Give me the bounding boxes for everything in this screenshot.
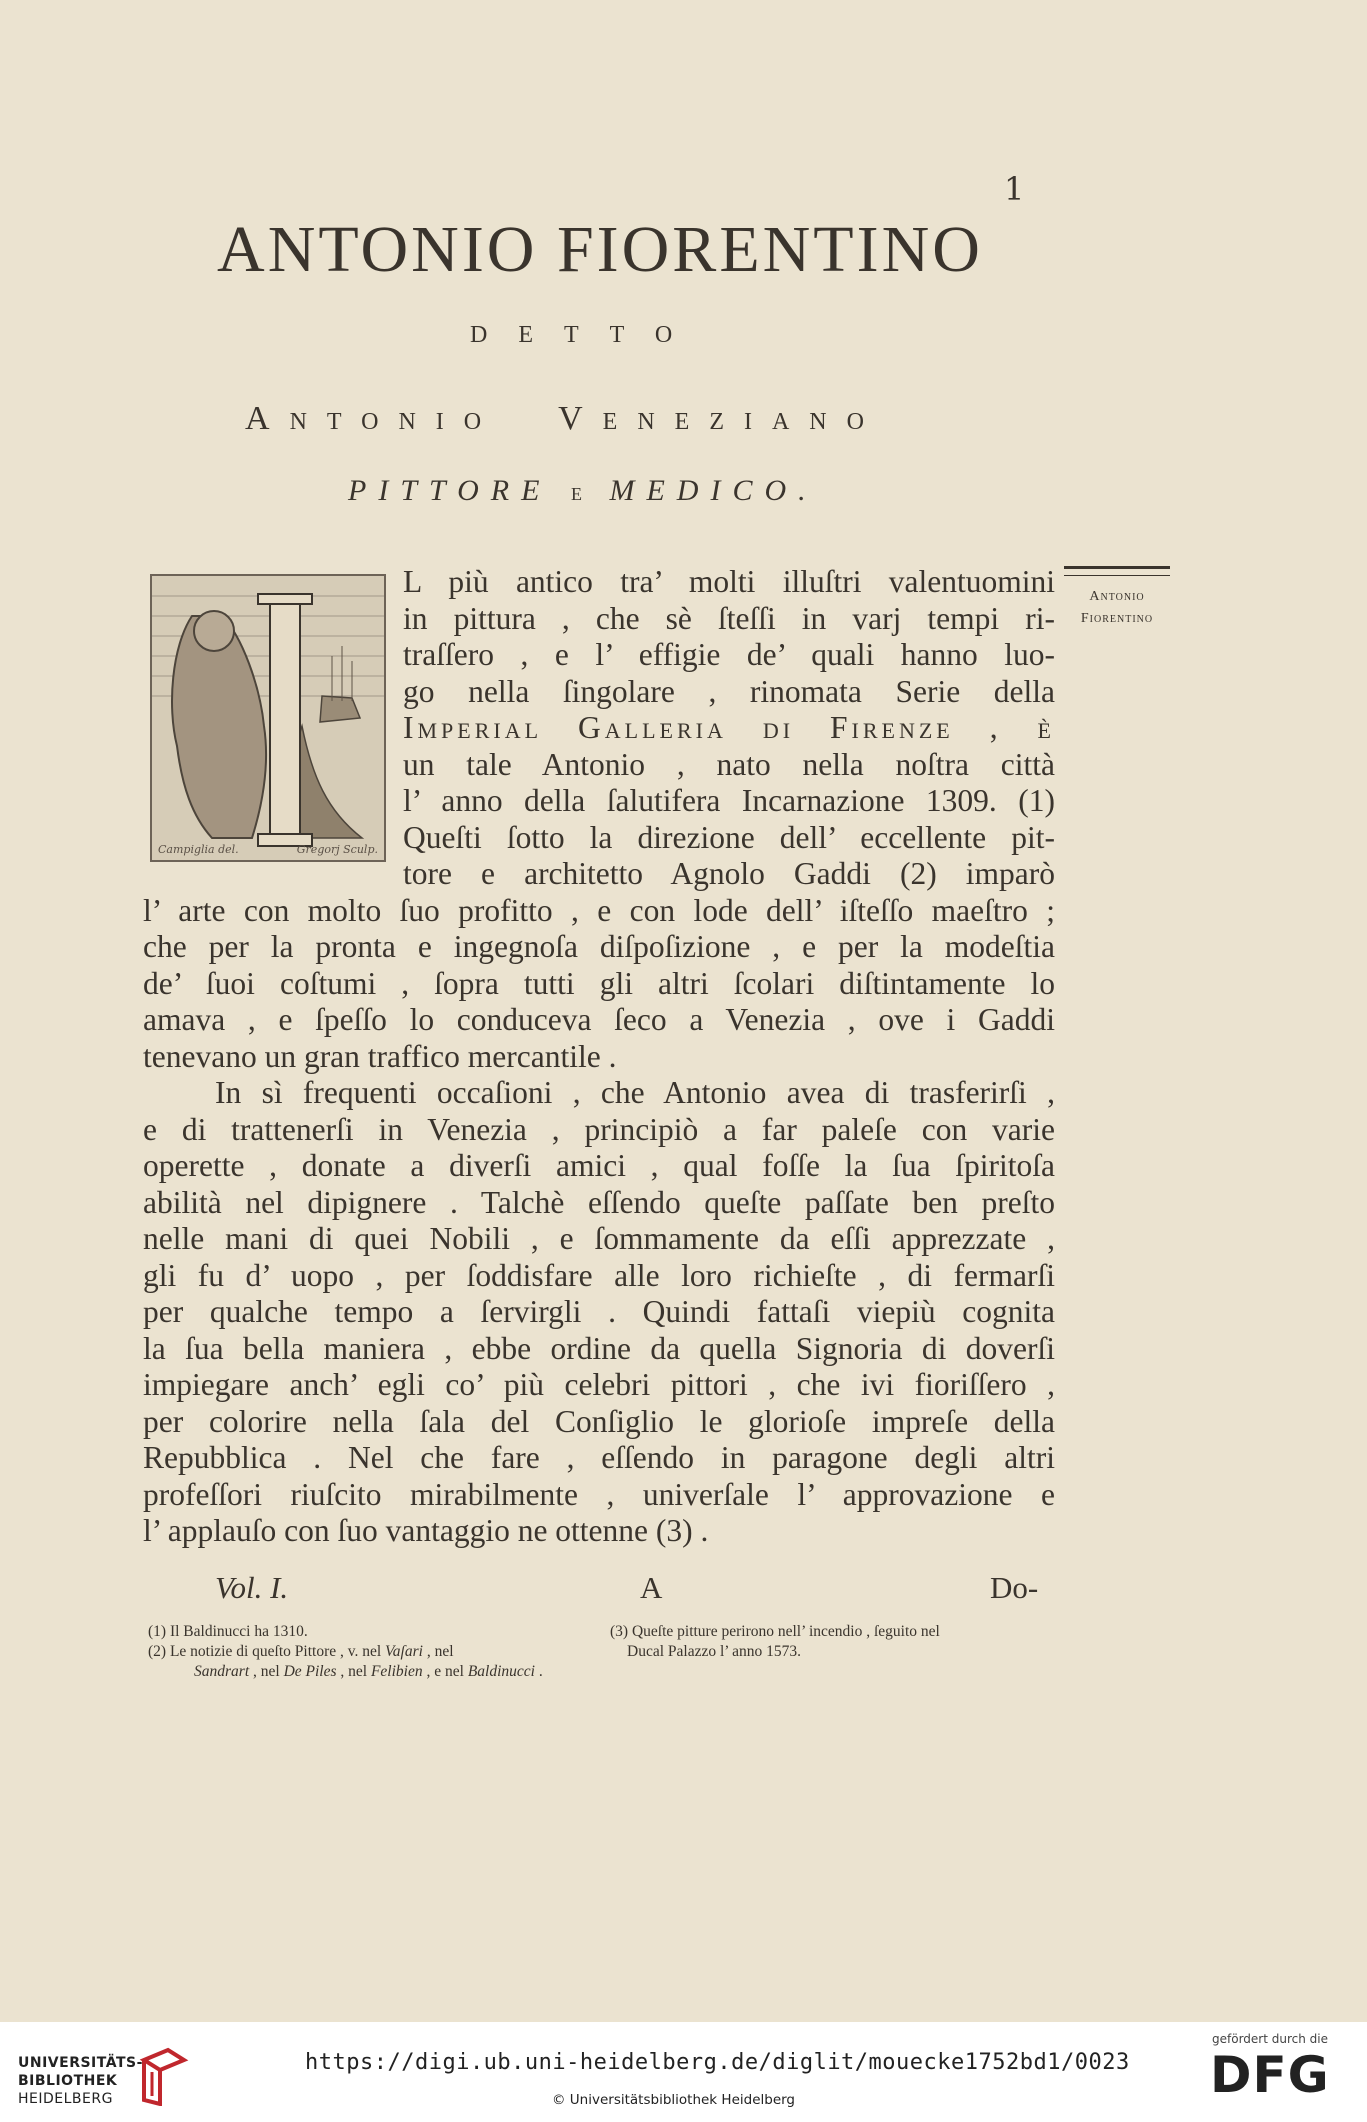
page-number: 1 bbox=[1004, 170, 1025, 208]
text-line: in pittura , che sè ſteſſi in varj tempi ri- bbox=[403, 600, 1055, 636]
text-line: la ſua bella maniera , ebbe ordine da quella Signoria di doverſi bbox=[143, 1330, 1055, 1366]
footer-bar bbox=[0, 2022, 1367, 2122]
signature-mark: A bbox=[640, 1570, 663, 1605]
text-line: go nella ſingolare , rinomata Serie della bbox=[403, 673, 1055, 709]
margin-note-line-1: Antonio bbox=[1089, 589, 1145, 604]
initial-caption-left: Campiglia del. bbox=[158, 843, 239, 856]
text-line: gli fu d’ uopo , per ſoddisfare alle loro richieſte , di fermarſi bbox=[143, 1257, 1055, 1293]
text-line: l’ arte con molto ſuo profitto , e con lode dell’ iſteſſo maeſtro ; bbox=[143, 892, 1055, 928]
subtitle-antonio-veneziano bbox=[245, 400, 884, 438]
margin-note-line-2: Fiorentino bbox=[1080, 611, 1154, 626]
pittore-heading bbox=[348, 474, 818, 508]
library-line-2: BIBLIOTHEK bbox=[18, 2073, 118, 2089]
text-line: Imperial Galleria di Firenze , è bbox=[403, 710, 1055, 745]
text-line: amava , e ſpeſſo lo conduceva ſeco a Venezia , ove i Gaddi bbox=[143, 1002, 1055, 1037]
library-logo-icon bbox=[138, 2046, 190, 2106]
page-url-link[interactable]: https://digi.ub.uni-heidelberg.de/diglit/mouecke1752bd1/0023 bbox=[305, 2050, 1130, 2075]
footnotes-right bbox=[610, 1622, 1060, 1662]
signature-volume: Vol. I. bbox=[215, 1570, 289, 1605]
text-line: In sì frequenti occaſioni , che Antonio avea di trasferirſi , bbox=[215, 1075, 1055, 1110]
library-line-1: UNIVERSITÄTS- bbox=[18, 2055, 143, 2071]
main-text bbox=[143, 564, 1055, 1550]
margin-note-rule bbox=[1064, 566, 1170, 576]
catchword: Do- bbox=[990, 1570, 1039, 1605]
text-line: Repubblica . Nel che fare , eſſendo in paragone degli altri bbox=[143, 1440, 1055, 1475]
subtitle-a-cap: A bbox=[245, 400, 290, 437]
pittore-word: PITTORE bbox=[348, 474, 552, 507]
funded-by-label: gefördert durch die bbox=[1212, 2032, 1328, 2046]
text-line: l’ applauſo con ſuo vantaggio ne ottenne (3) . bbox=[143, 1513, 709, 1548]
subtitle-v-rest: ENEZIANO bbox=[602, 409, 884, 435]
footnote-1: (1) Il Baldinucci ha 1310. bbox=[148, 1623, 308, 1640]
text-line: l’ anno della ſalutifera Incarnazione 1309. (1) bbox=[403, 783, 1055, 818]
text-line: nelle mani di quei Nobili , e ſommamente da eſſi apprezzate , bbox=[143, 1221, 1055, 1256]
text-line: e di trattenerſi in Venezia , principiò a far paleſe con varie bbox=[143, 1111, 1055, 1147]
pittore-e: E bbox=[570, 484, 590, 504]
footnote-3: (3) Queſte pitture perirono nell’ incendio , ſeguito nel bbox=[610, 1623, 940, 1640]
text-line: tenevano un gran traffico mercantile . bbox=[143, 1038, 617, 1074]
text-line: operette , donate a diverſi amici , qual foſſe la ſua ſpiritoſa bbox=[143, 1148, 1055, 1183]
library-name bbox=[18, 2054, 143, 2108]
footnotes-left bbox=[148, 1622, 598, 1682]
medico-word: MEDICO. bbox=[609, 474, 818, 507]
margin-note bbox=[1062, 566, 1172, 630]
text-line: per colorire nella ſala del Conſiglio le glorioſe impreſe della bbox=[143, 1403, 1055, 1439]
text-line: L più antico tra’ molti illuſtri valentuomini bbox=[403, 564, 1055, 599]
text-line: per qualche tempo a ſervirgli . Quindi fattaſi viepiù cognita bbox=[143, 1294, 1055, 1329]
subtitle-a-rest: NTONIO bbox=[289, 409, 502, 435]
text-line: tore e architetto Agnolo Gaddi (2) imparò bbox=[403, 856, 1055, 891]
dfg-logo: DFG bbox=[1210, 2046, 1330, 2104]
page-title: ANTONIO FIORENTINO bbox=[217, 213, 983, 286]
text-line: Queſti ſotto la direzione dell’ eccellente pit- bbox=[403, 819, 1055, 855]
copyright-text: © Universitätsbibliothek Heidelberg bbox=[552, 2092, 796, 2108]
subtitle-v-cap: V bbox=[558, 400, 603, 437]
text-line: traſſero , e l’ effigie de’ quali hanno luo- bbox=[403, 637, 1055, 672]
text-line: profeſſori riuſcito mirabilmente , univerſale l’ approvazione e bbox=[143, 1476, 1055, 1512]
text-line: abilità nel dipignere . Talchè eſſendo queſte paſſate ben preſto bbox=[143, 1184, 1055, 1220]
detto-heading: DETTO bbox=[470, 322, 704, 348]
footnote-3-cont: Ducal Palazzo l’ anno 1573. bbox=[627, 1643, 802, 1660]
text-line: un tale Antonio , nato nella noſtra città bbox=[403, 746, 1055, 782]
footnote-2-cont: Sandrart , nel De Piles , nel Felibien , e nel Baldinucci . bbox=[194, 1663, 543, 1680]
text-line: che per la pronta e ingegnoſa diſpoſizione , e per la modeſtia bbox=[143, 929, 1055, 964]
text-line: impiegare anch’ egli co’ più celebri pittori , che ivi fioriſſero , bbox=[143, 1367, 1055, 1402]
library-line-3: HEIDELBERG bbox=[18, 2091, 113, 2107]
initial-caption-right: Gregorj Sculp. bbox=[296, 843, 378, 856]
footnote-2: (2) Le notizie di queſto Pittore , v. nel Vaſari , nel bbox=[148, 1643, 454, 1660]
text-line: de’ ſuoi coſtumi , ſopra tutti gli altri ſcolari diſtintamente lo bbox=[143, 965, 1055, 1001]
